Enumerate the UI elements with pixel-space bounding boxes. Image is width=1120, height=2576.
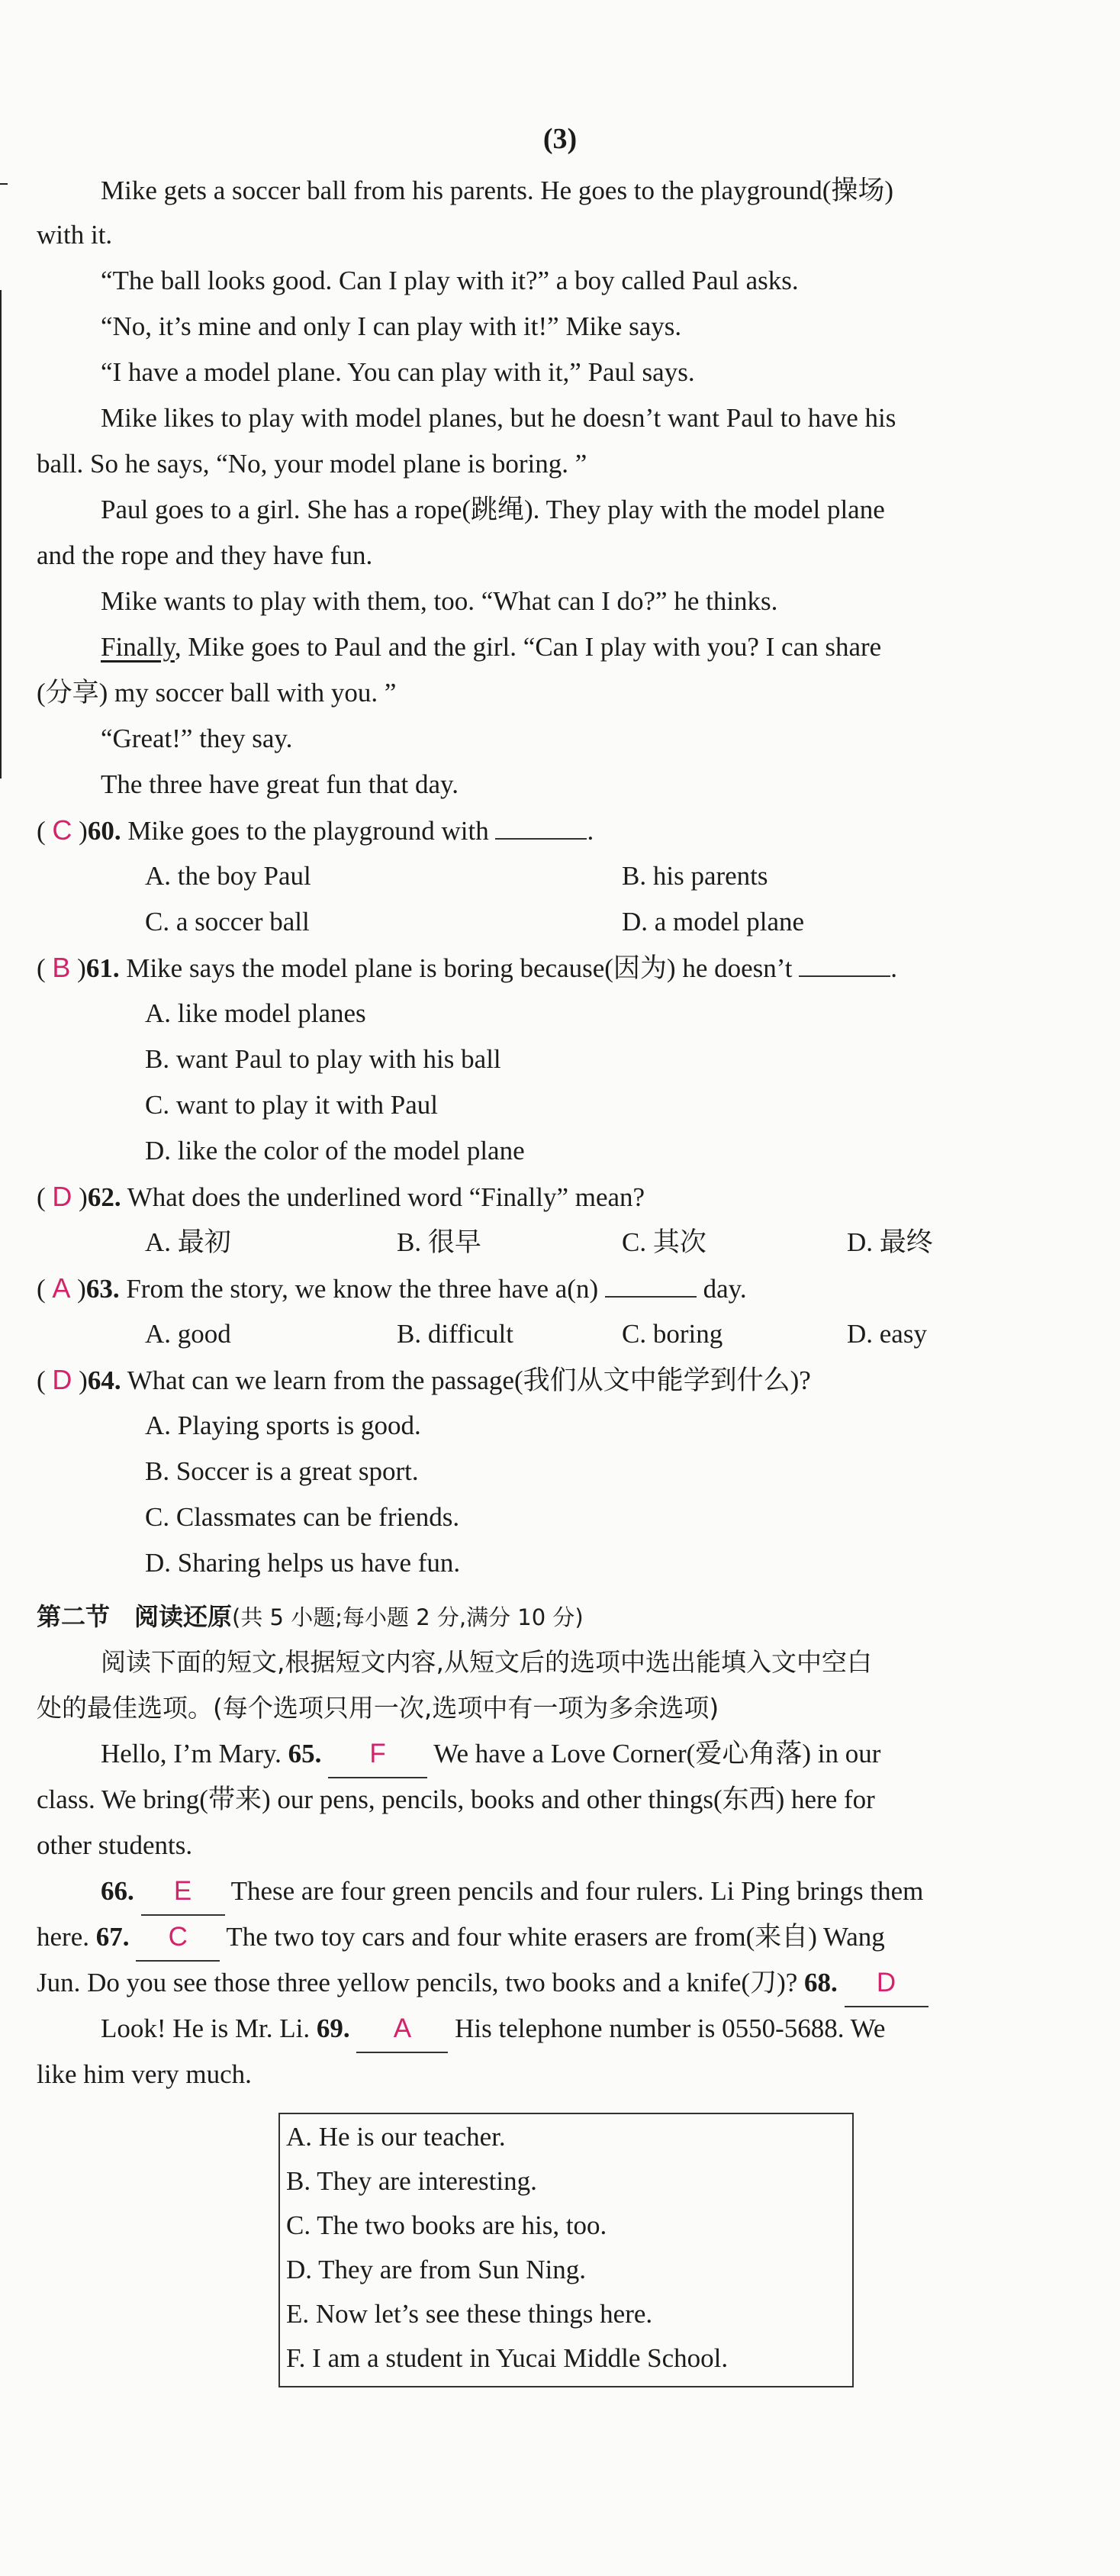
option: B. his parents bbox=[622, 861, 768, 891]
choice: D. They are from Sun Ning. bbox=[286, 2255, 587, 2284]
option: B. Soccer is a great sport. bbox=[145, 1456, 419, 1486]
option: D. like the color of the model plane bbox=[145, 1136, 525, 1165]
answer-mark: D bbox=[52, 1181, 72, 1212]
passage-line: ball. So he says, “No, your model plane is boring. ” bbox=[37, 449, 587, 479]
option: B. 很早 bbox=[397, 1227, 481, 1257]
option: C. a soccer ball bbox=[145, 907, 310, 937]
answer-mark: C bbox=[52, 814, 72, 846]
answer-blank-67: C bbox=[136, 1914, 220, 1962]
passage-line: Mike gets a soccer ball from his parents. He goes to the playground(操场) bbox=[101, 176, 894, 205]
passage-line: and the rope and they have fun. bbox=[37, 540, 373, 570]
option: A. 最初 bbox=[145, 1227, 231, 1257]
option: B. difficult bbox=[397, 1319, 513, 1349]
left-margin-rule bbox=[0, 290, 2, 779]
question-61: ( B )61. Mike says the model plane is boring because(因为) he doesn’t . bbox=[37, 952, 897, 983]
choice: F. I am a student in Yucai Middle School. bbox=[286, 2343, 729, 2373]
option: A. Playing sports is good. bbox=[145, 1411, 421, 1440]
passage-line: Mike likes to play with model planes, but he doesn’t want Paul to have his bbox=[101, 403, 896, 433]
answer-mark: A bbox=[52, 1272, 71, 1304]
passage-line: The three have great fun that day. bbox=[101, 769, 459, 799]
option: A. like model planes bbox=[145, 998, 366, 1028]
choice: A. He is our teacher. bbox=[286, 2122, 506, 2152]
option: C. Classmates can be friends. bbox=[145, 1502, 460, 1532]
passage-line: with it. bbox=[37, 220, 113, 250]
reading-line: Hello, I’m Mary. 65. F We have a Love Corner(爱心角落) in our bbox=[101, 1731, 1099, 1778]
answer-blank bbox=[605, 1296, 697, 1298]
reading-line: 66. E These are four green pencils and four rulers. Li Ping brings them bbox=[101, 1868, 1099, 1916]
option: D. 最终 bbox=[847, 1227, 933, 1257]
instruction: 阅读下面的短文,根据短文内容,从短文后的选项中选出能填入文中空白 bbox=[101, 1647, 872, 1677]
answer-blank-69: A bbox=[356, 2006, 448, 2053]
underlined-word: Finally bbox=[101, 632, 175, 662]
answer-blank-65: F bbox=[328, 1731, 427, 1778]
choice: C. The two books are his, too. bbox=[286, 2210, 607, 2240]
question-60: ( C )60. Mike goes to the playground with . bbox=[37, 814, 594, 846]
choice: B. They are interesting. bbox=[286, 2166, 537, 2196]
option: C. want to play it with Paul bbox=[145, 1090, 439, 1120]
passage-line: (分享) my soccer ball with you. ” bbox=[37, 678, 397, 708]
passage-line: “No, it’s mine and only I can play with it!” Mike says. bbox=[101, 311, 682, 341]
reading-line: here. 67. C The two toy cars and four white erasers are from(来自) Wang bbox=[37, 1914, 1099, 1962]
choices-box bbox=[278, 2113, 854, 2387]
option: D. Sharing helps us have fun. bbox=[145, 1548, 461, 1578]
reading-line: Jun. Do you see those three yellow pencils, two books and a knife(刀)? 68. D bbox=[37, 1960, 1099, 2007]
option: B. want Paul to play with his ball bbox=[145, 1044, 501, 1074]
question-63: ( A )63. From the story, we know the three have a(n) day. bbox=[37, 1272, 747, 1304]
question-64: ( D )64. What can we learn from the passage(我们从文中能学到什么)? bbox=[37, 1364, 811, 1395]
choice: E. Now let’s see these things here. bbox=[286, 2299, 653, 2329]
reading-line: other students. bbox=[37, 1830, 193, 1860]
option: C. 其次 bbox=[622, 1227, 706, 1257]
margin-tick bbox=[0, 183, 8, 185]
reading-line: class. We bring(带来) our pens, pencils, books and other things(东西) here for bbox=[37, 1785, 875, 1814]
reading-line: Look! He is Mr. Li. 69. A His telephone number is 0550-5688. We bbox=[101, 2006, 1099, 2053]
answer-mark: B bbox=[52, 952, 71, 983]
instruction: 处的最佳选项。(每个选项只用一次,选项中有一项为多余选项) bbox=[37, 1693, 719, 1723]
section-heading: 第二节 阅读还原(共 5 小题;每小题 2 分,满分 10 分) bbox=[37, 1602, 584, 1631]
option: A. good bbox=[145, 1319, 231, 1349]
answer-blank bbox=[495, 838, 587, 840]
answer-blank-68: D bbox=[845, 1960, 929, 2007]
page-number: (3) bbox=[542, 123, 578, 155]
option: D. easy bbox=[847, 1319, 927, 1349]
option: C. boring bbox=[622, 1319, 723, 1349]
answer-blank bbox=[799, 975, 890, 977]
passage-line: “The ball looks good. Can I play with it?” a boy called Paul asks. bbox=[101, 266, 799, 295]
option: A. the boy Paul bbox=[145, 861, 311, 891]
passage-line: “I have a model plane. You can play with it,” Paul says. bbox=[101, 357, 695, 387]
passage-line: Mike wants to play with them, too. “What can I do?” he thinks. bbox=[101, 586, 778, 616]
passage-line: “Great!” they say. bbox=[101, 724, 293, 753]
passage-line: Finally, Mike goes to Paul and the girl. “Can I play with you? I can share bbox=[101, 632, 882, 662]
passage-line: Paul goes to a girl. She has a rope(跳绳). They play with the model plane bbox=[101, 495, 885, 524]
option: D. a model plane bbox=[622, 907, 805, 937]
reading-line: like him very much. bbox=[37, 2059, 252, 2089]
question-62: ( D )62. What does the underlined word “Finally” mean? bbox=[37, 1181, 645, 1212]
answer-mark: D bbox=[52, 1364, 72, 1395]
answer-blank-66: E bbox=[141, 1868, 225, 1916]
